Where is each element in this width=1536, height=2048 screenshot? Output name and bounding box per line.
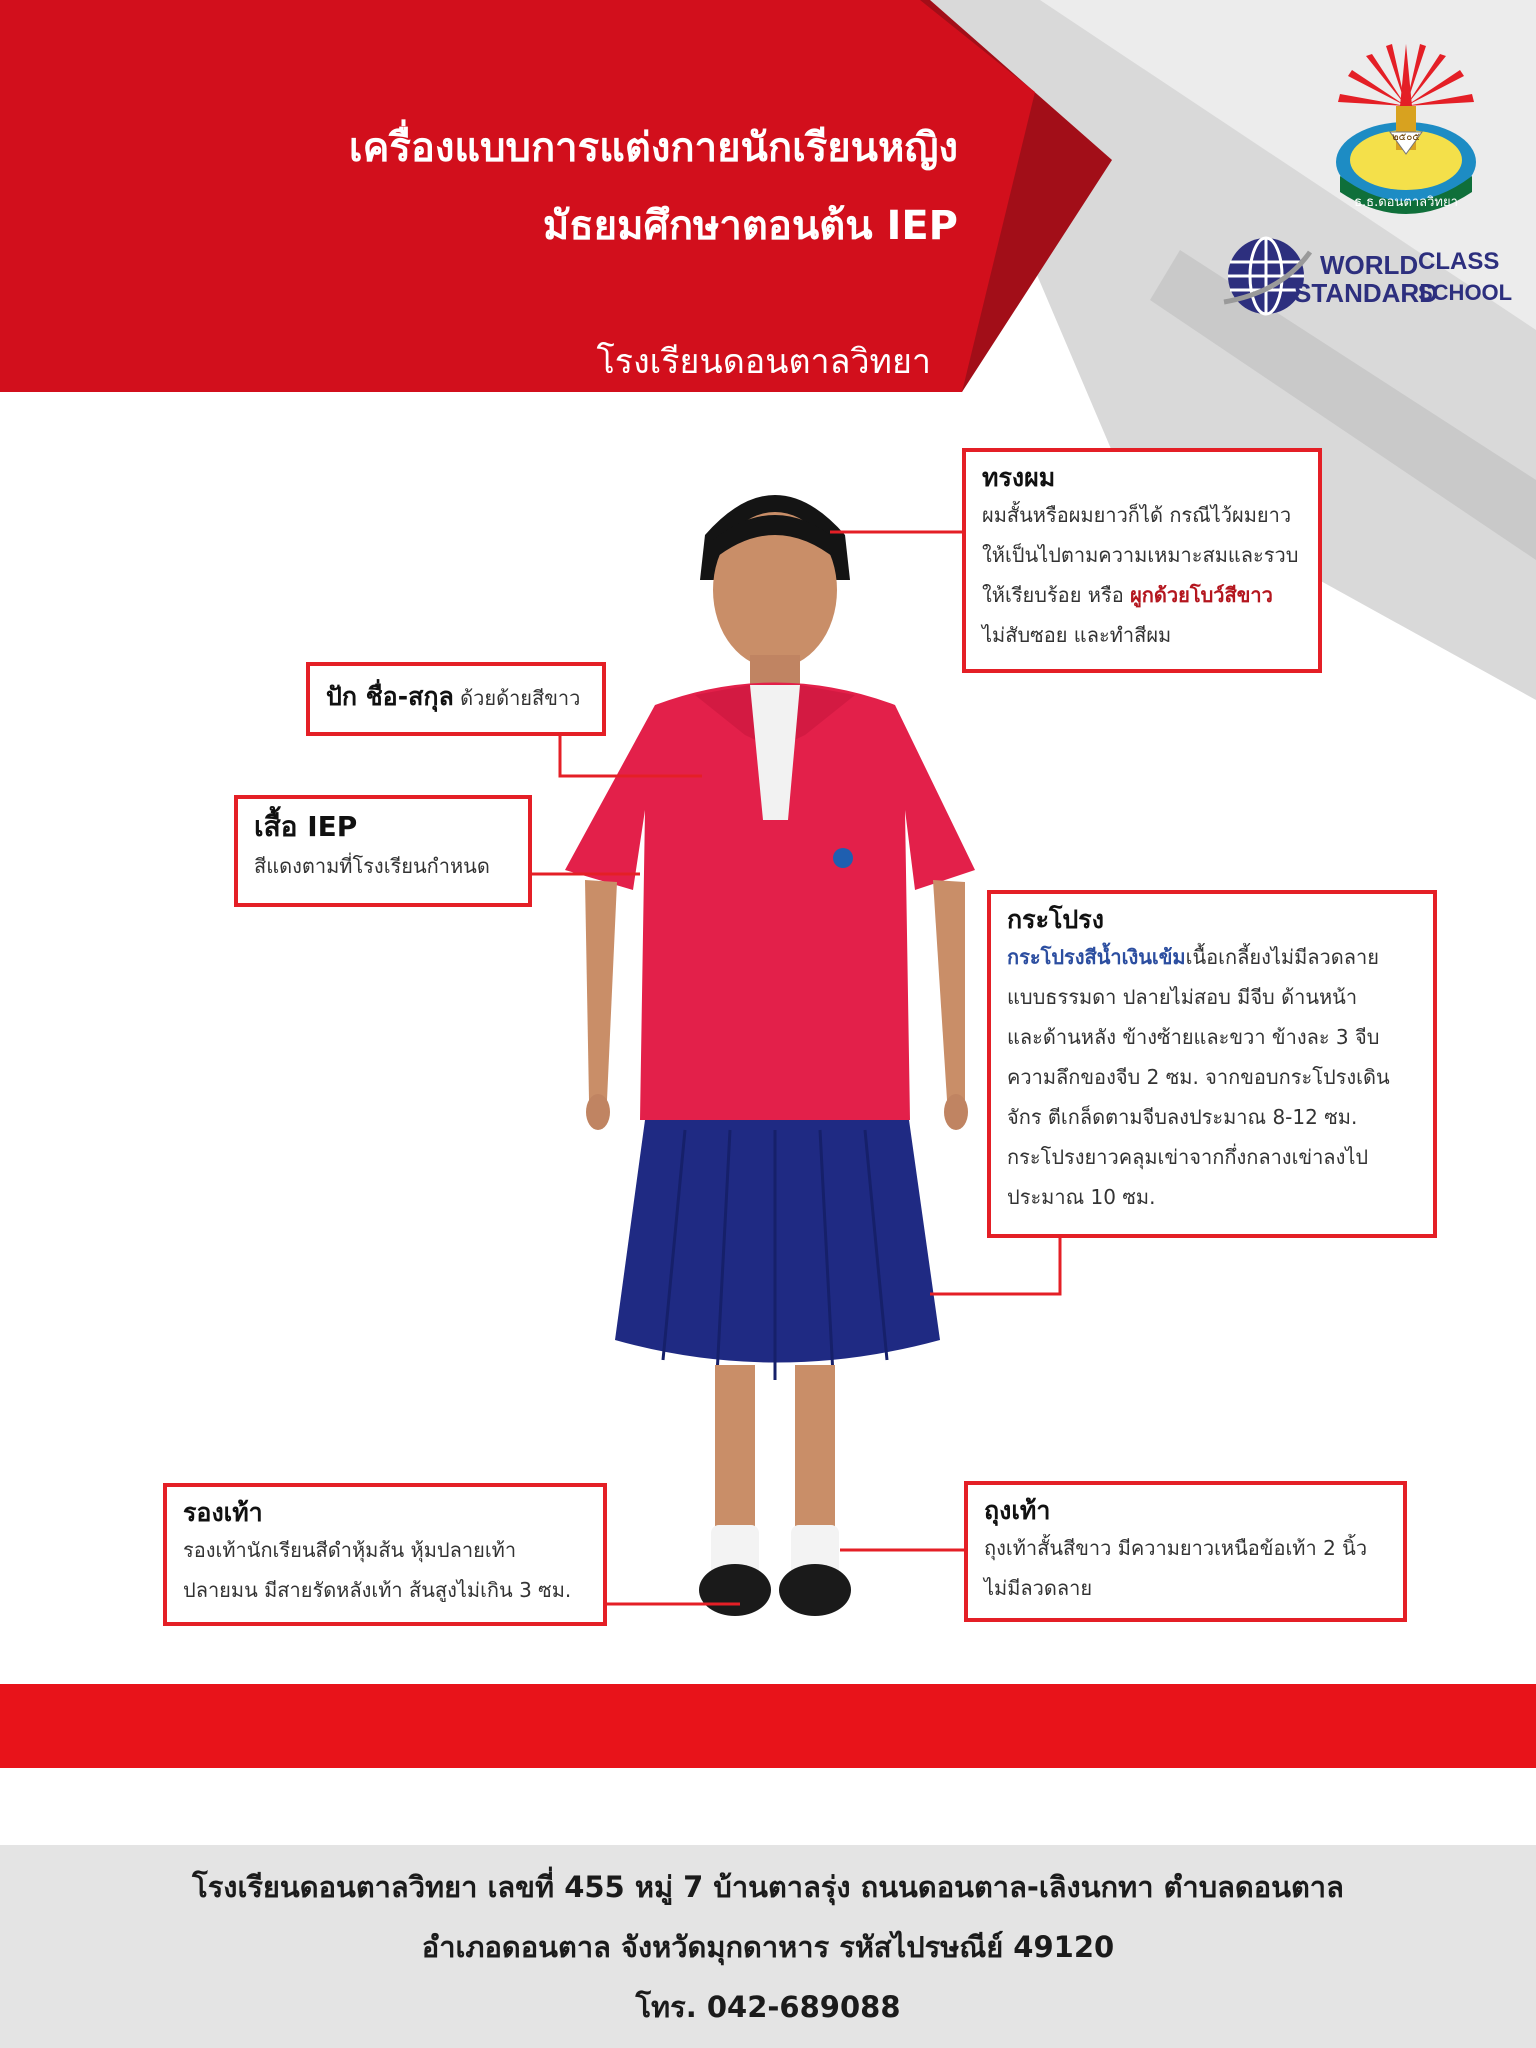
wcss-class-text: CLASS — [1418, 248, 1500, 275]
seal-banner-text: ธ.ธ.ดอนตาลวิทยา — [1354, 195, 1458, 210]
student-uniform-illustration — [545, 480, 1005, 1670]
skirt-line1-text: เนื้อเกลี้ยงไม่มีลวดลาย — [1185, 945, 1379, 970]
footer-address-line2: อำเภอดอนตาล จังหวัดมุกดาหาร รหัสไปรษณีย์ 49120 — [421, 1930, 1115, 1964]
page-title-line1: เครื่องแบบการแต่งกายนักเรียนหญิง — [348, 125, 958, 171]
socks-line1: ถุงเท้าสั้นสีขาว มีความยาวเหนือข้อเท้า 2 นิ้ว — [984, 1536, 1368, 1561]
skirt-title: กระโปรง — [1007, 905, 1104, 934]
name-embroidery-title: ปัก ชื่อ-สกุล — [326, 682, 454, 711]
callout-hairstyle — [962, 448, 1322, 673]
footer-address-block — [0, 1845, 1536, 2048]
name-embroidery-text: ด้วยด้ายสีขาว — [453, 686, 581, 710]
hairstyle-line4: ไม่สับซอย และทำสีผม — [982, 623, 1172, 648]
seal-number-text: ๒๕๐๕ — [1392, 132, 1420, 143]
footer-address-line1: โรงเรียนดอนตาลวิทยา เลขที่ 455 หมู่ 7 บ้านตาลรุ่ง ถนนดอนตาล-เลิงนกทา ตำบลดอนตาล — [192, 1870, 1344, 1904]
wcss-world-text: WORLD — [1320, 250, 1419, 280]
page-title-line2: มัธยมศึกษาตอนต้น IEP — [542, 203, 958, 249]
callout-skirt — [987, 890, 1437, 1238]
skirt-line3: และด้านหลัง ข้างซ้ายและขวา ข้างละ 3 จีบ — [1007, 1025, 1380, 1050]
skirt-line5: จักร ตีเกล็ดตามจีบลงประมาณ 8-12 ซม. — [1007, 1105, 1358, 1130]
skirt-line4: ความลึกของจีบ 2 ซม. จากขอบกระโปรงเดิน — [1007, 1065, 1390, 1090]
hairstyle-line1: ผมสั้นหรือผมยาวก็ได้ กรณีไว้ผมยาว — [982, 503, 1292, 528]
hairstyle-line3 — [982, 575, 1302, 615]
hairstyle-line3-text: ให้เรียบร้อย หรือ — [982, 583, 1131, 608]
callout-shirt — [234, 795, 532, 907]
socks-title: ถุงเท้า — [984, 1496, 1051, 1525]
world-class-standard-school-logo — [1222, 232, 1513, 324]
globe-icon — [1222, 232, 1312, 322]
socks-line2: ไม่มีลวดลาย — [984, 1576, 1093, 1601]
hairstyle-title: ทรงผม — [982, 463, 1056, 492]
callout-shoes — [163, 1483, 607, 1626]
wcss-standard-text: STANDARD — [1294, 278, 1438, 308]
skirt-line2: แบบธรรมดา ปลายไม่สอบ มีจีบ ด้านหน้า — [1007, 985, 1358, 1010]
skirt-line1 — [1007, 937, 1417, 977]
callout-name-embroidery — [306, 662, 606, 736]
school-seal-icon — [1326, 36, 1486, 218]
shoes-title: รองเท้า — [183, 1498, 263, 1527]
wcss-school-text: SCHOOL — [1418, 280, 1513, 305]
shoes-line1: รองเท้านักเรียนสีดำหุ้มส้น หุ้มปลายเท้า — [183, 1538, 517, 1563]
callout-socks — [964, 1481, 1407, 1622]
shirt-text: สีแดงตามที่โรงเรียนกำหนด — [254, 854, 490, 878]
hairstyle-line2: ให้เป็นไปตามความเหมาะสมและรวบ — [982, 543, 1299, 568]
school-name-subtitle: โรงเรียนดอนตาลวิทยา — [596, 342, 931, 382]
red-divider-band — [0, 1684, 1536, 1768]
skirt-line7: ประมาณ 10 ซม. — [1007, 1185, 1156, 1210]
skirt-color-emphasis: กระโปรงสีน้ำเงินเข้ม — [1007, 945, 1186, 970]
skirt-line6: กระโปรงยาวคลุมเข่าจากกึ่งกลางเข่าลงไป — [1007, 1145, 1369, 1170]
footer-phone: โทร. 042-689088 — [635, 1990, 901, 2024]
hairstyle-bow-emphasis: ผูกด้วยโบว์สีขาว — [1130, 583, 1273, 608]
shoes-line2: ปลายมน มีสายรัดหลังเท้า ส้นสูงไม่เกิน 3 ซม. — [183, 1578, 572, 1603]
shirt-title: เสื้อ IEP — [254, 810, 358, 843]
